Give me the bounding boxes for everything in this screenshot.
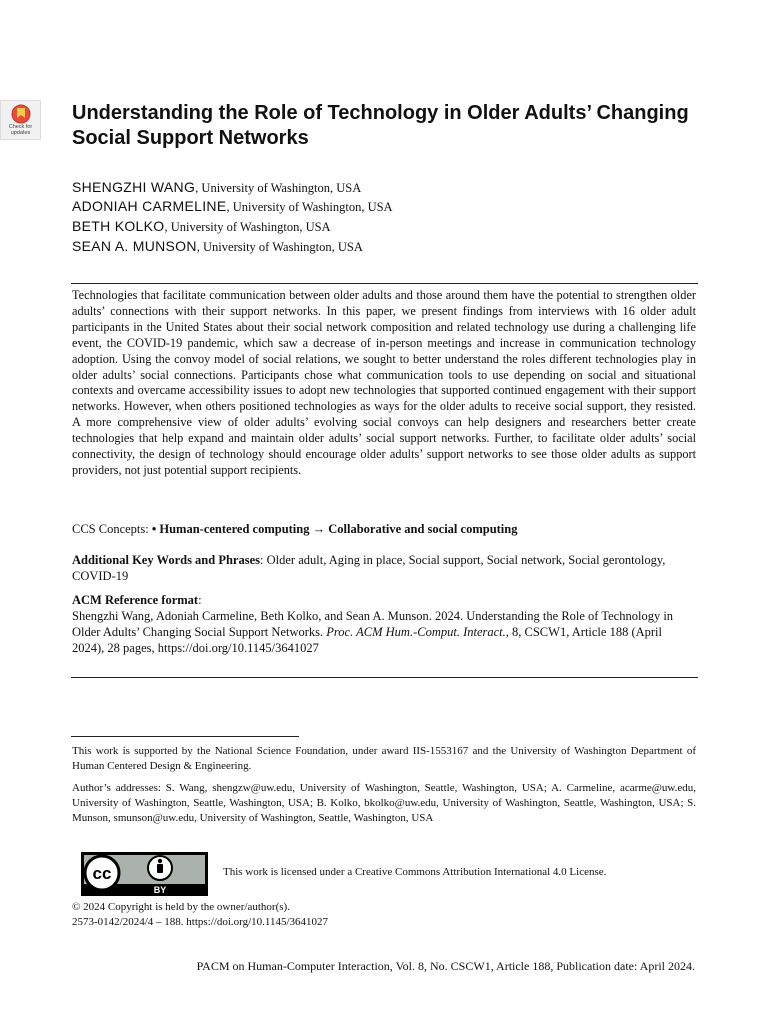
paper-title: Understanding the Role of Technology in Older Adults’ Changing Social Support Networks — [72, 102, 689, 149]
bookmark-ribbon-icon — [10, 104, 32, 124]
reference-citation: Shengzhi Wang, Adoniah Carmeline, Beth Kolko, and Sean A. Munson. 2024. Understanding the Role of Technology in Older Adults’ Changing Social Support Networks. — [72, 609, 674, 639]
by-logo-text: BY — [153, 885, 167, 895]
author-affiliation: , University of Washington, USA — [226, 200, 393, 214]
author-line — [72, 179, 361, 196]
check-for-updates-badge[interactable] — [0, 100, 41, 140]
license-text: This work is licensed under a Creative Commons Attribution International 4.0 License. — [223, 866, 607, 878]
funding-footnote: This work is supported by the National Science Foundation, under award IIS-1553167 and the University of Washington Department of Human Centered Design & Engineering. — [72, 745, 696, 772]
keywords-label: Additional Key Words and Phrases — [72, 553, 261, 567]
copyright-line-1: © 2024 Copyright is held by the owner/author(s). — [72, 901, 290, 913]
addresses-footnote: Author’s addresses: S. Wang, shengzw@uw.edu, University of Washington, Seattle, Washington, USA; A. Carmeline, acarme@uw.edu, University of Washington, Seattle, Washington, USA; B. Kolko, bkolko@uw.edu, University of Washington, Seattle, Washington, USA; S. Munson, smunson@uw.edu, University of Washington, Seattle, Washington, USA — [72, 782, 696, 824]
author-name: BETH KOLKO — [72, 218, 165, 234]
page-footer: PACM on Human-Computer Interaction, Vol. 8, No. CSCW1, Article 188, Publication date: April 2024. — [196, 959, 695, 973]
ccs-label: CCS Concepts: — [72, 522, 152, 536]
author-affiliation: , University of Washington, USA — [164, 220, 331, 234]
ccs-concepts — [72, 521, 696, 537]
author-name: ADONIAH CARMELINE — [72, 198, 227, 214]
keywords — [72, 552, 696, 584]
author-line — [72, 218, 331, 235]
reference-colon: : — [198, 593, 202, 607]
reference-label: ACM Reference format — [72, 593, 199, 607]
author-name: SHENGZHI WANG — [72, 179, 196, 195]
badge-label-1: Check for — [8, 124, 33, 130]
footnote-rule — [71, 736, 299, 737]
reference-rest: , 8, CSCW1, Article 188 (April 2024), 28 pages, https://doi.org/10.1145/3641027 — [72, 625, 663, 655]
badge-label-2: updates — [10, 130, 31, 136]
copyright-line-2: 2573-0142/2024/4 – 188. https://doi.org/10.1145/3641027 — [72, 916, 329, 928]
acm-reference — [72, 592, 696, 656]
author-affiliation: , University of Washington, USA — [195, 181, 362, 195]
ccs-value: • Human-centered computing → Collaborative and social computing — [151, 522, 518, 536]
author-name: SEAN A. MUNSON — [72, 238, 197, 254]
cc-by-license-logo[interactable] — [81, 852, 208, 896]
keywords-value: : Older adult, Aging in place, Social support, Social network, Social gerontology, COVID-19 — [72, 553, 666, 583]
cc-logo-text: cc — [92, 864, 112, 883]
cc-by-icon — [82, 853, 207, 895]
author-affiliation: , University of Washington, USA — [196, 240, 363, 254]
author-line — [72, 198, 393, 215]
abstract: Technologies that facilitate communication between older adults and those around them have the potential to strengthen older adults’ connections with their support networks. In this paper, we present findings from interviews with 16 older adult participants in the United States about their social network composition and related technology use during a challenging life event, the COVID-19 pandemic, which saw a decrease of in-person meetings and increase in communication technology adoption. Using the convoy model of social relations, we sought to better understand the roles different technologies play in older adults’ social connections. Participants chose what communication tools to use depending on social and situational contexts and overcame accessibility issues to adopt new technologies that supported continued engagement with their support networks. However, when others positioned technologies as ways for the older adults to receive social support, they resisted. A more comprehensive view of older adults’ evolving social convoys can help designers and researchers better create technologies that help expand and maintain older adults’ social support networks. Further, to facilitate older adults’ social connectivity, the design of technology should encourage older adults’ support networks to see those older adults as support providers, not just potential support recipients. — [72, 288, 696, 477]
bottom-rule — [71, 677, 698, 678]
top-rule — [71, 283, 698, 284]
author-line — [72, 238, 363, 255]
reference-journal: Proc. ACM Hum.-Comput. Interact. — [326, 625, 506, 639]
